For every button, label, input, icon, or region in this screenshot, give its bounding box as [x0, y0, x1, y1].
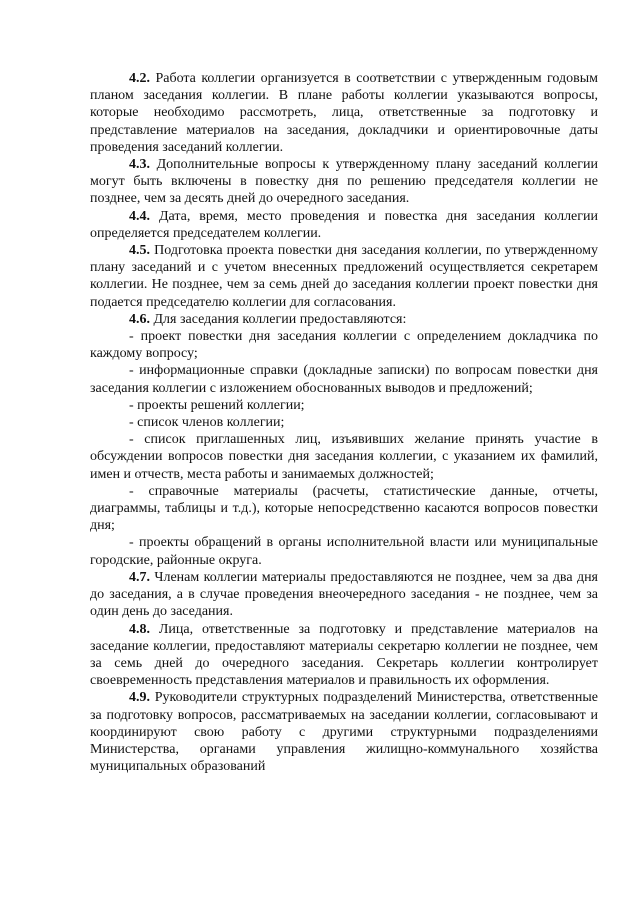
paragraph-number: 4.5. [129, 243, 150, 259]
paragraph-4-6 [90, 311, 598, 328]
paragraph-4-4 [90, 208, 598, 242]
document-page [90, 70, 598, 775]
list-item [90, 397, 598, 414]
paragraph-number: 4.8. [129, 621, 150, 637]
paragraph-text: Для заседания коллегии предоставляются: [150, 311, 407, 327]
paragraph-number: 4.9. [129, 690, 150, 706]
list-item-text: - список приглашенных лиц, изъявивших желание принять участие в обсуждении вопросов повестки дня заседания коллегии, с указанием их фамилий, имен и отчеств, места работы и занимаемых должностей; [90, 432, 598, 482]
paragraph-text: Подготовка проекта повестки дня заседания коллегии, по утвержденному плану заседаний и с учетом внесенных предложений осуществляется секретарем коллегии. Не позднее, чем за семь дней до заседания коллегии проект повестки дня подается председателю коллегии для согласования. [90, 243, 598, 310]
list-item [90, 362, 598, 396]
paragraph-4-9 [90, 689, 598, 775]
paragraph-4-2 [90, 70, 598, 156]
paragraph-4-5 [90, 242, 598, 311]
paragraph-text: Дата, время, место проведения и повестка дня заседания коллегии определяется председателем коллегии. [90, 208, 598, 241]
list-item-text: - информационные справки (докладные записки) по вопросам повестки дня заседания коллегии с изложением обоснованных выводов и предложений; [90, 363, 598, 396]
paragraph-4-7 [90, 569, 598, 621]
paragraph-text: Дополнительные вопросы к утвержденному плану заседаний коллегии могут быть включены в повестку дня по решению председателя коллегии не позднее, чем за десять дней до очередного заседания. [90, 157, 598, 207]
list-item-text: - проекты обращений в органы исполнительной власти или муниципальные городские, районные округа. [90, 535, 598, 568]
list-item [90, 483, 598, 535]
paragraph-number: 4.3. [129, 157, 150, 173]
paragraph-text: Руководители структурных подразделений Министерства, ответственные за подготовку вопросов, рассматриваемых на заседании коллегии, согласовывают и координируют свою работу с другими структурными подразделениями Министерства, органами управления жилищно-коммунального хозяйства муниципальных образований [90, 690, 598, 775]
paragraph-4-8 [90, 621, 598, 690]
paragraph-text: Работа коллегии организуется в соответствии с утвержденным годовым планом заседания коллегии. В плане работы коллегии указываются вопросы, которые необходимо рассмотреть, лица, ответственные за подготовку и представление материалов на заседания, докладчики и ориентировочные даты проведения заседаний коллегии. [90, 71, 598, 155]
list-item-text: - список членов коллегии; [129, 415, 285, 431]
paragraph-number: 4.4. [129, 208, 150, 224]
list-item-text: - проект повестки дня заседания коллегии с определением докладчика по каждому вопросу; [90, 329, 598, 362]
paragraph-number: 4.6. [129, 311, 150, 327]
paragraph-4-3 [90, 156, 598, 208]
list-item [90, 431, 598, 483]
paragraph-number: 4.7. [129, 569, 150, 585]
list-item-text: - проекты решений коллегии; [129, 397, 305, 413]
list-item [90, 328, 598, 362]
list-item [90, 534, 598, 568]
paragraph-number: 4.2. [129, 71, 150, 86]
list-item [90, 414, 598, 431]
paragraph-text: Членам коллегии материалы предоставляются не позднее, чем за два дня до заседания, а в случае проведения внеочередного заседания - не позднее, чем за один день до заседания. [90, 569, 598, 620]
list-item-text: - справочные материалы (расчеты, статистические данные, отчеты, диаграммы, таблицы и т.д.), которые непосредственно касаются вопросов повестки дня; [90, 483, 598, 534]
paragraph-text: Лица, ответственные за подготовку и представление материалов на заседание коллегии, предоставляют материалы секретарю коллегии не позднее, чем за семь дней до очередного заседания. Секретарь коллегии контролирует своевременность представления материалов и правильность их оформления. [90, 621, 598, 689]
